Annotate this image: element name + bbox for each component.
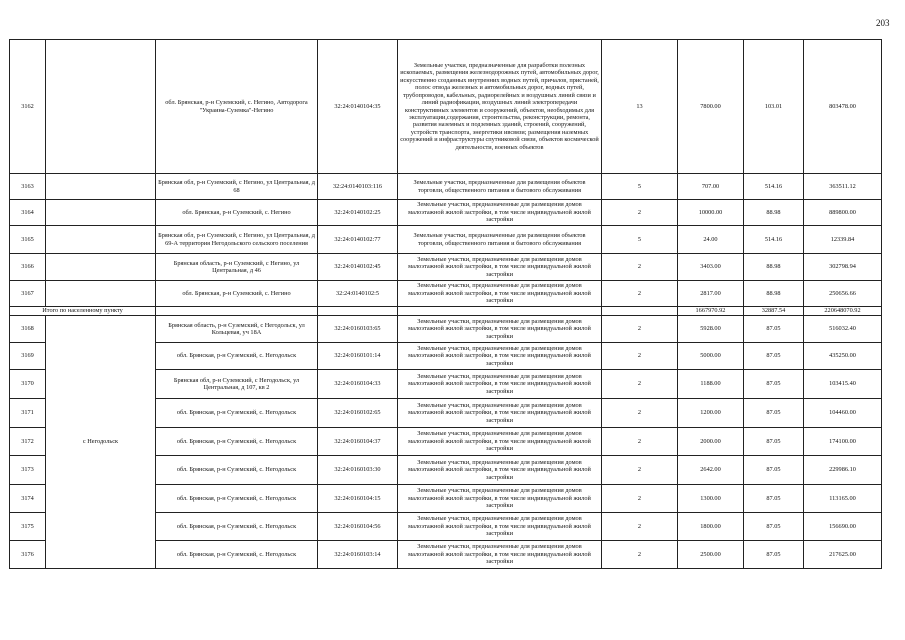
rate-cell: 514.16 [744,174,804,200]
area-cell: 5928.00 [678,316,744,343]
area-cell: 2642.00 [678,456,744,485]
table-row [10,226,882,254]
cadastral-value-table [9,39,882,569]
rate-cell: 87.05 [744,456,804,485]
address-cell: Брянская обл, р-н Суземский, с Негодольск, ул Центральная, д 107, кв 2 [156,370,318,399]
subtotal-row [10,307,882,316]
land-use-cell: Земельные участки, предназначенные для размещения домов малоэтажной жилой застройки, в том числе индивидуальной жилой застройки [398,370,602,399]
section-cell [46,200,156,226]
table-row [10,40,882,174]
cadastral-number-cell: 32:24:0140103:116 [318,174,398,200]
cadastral-value-cell: 174100.00 [804,428,882,456]
land-use-cell: Земельные участки, предназначенные для размещения домов малоэтажной жилой застройки, в том числе индивидуальной жилой застройки [398,428,602,456]
cadastral-number-cell: 32:24:0160103:14 [318,541,398,569]
group-cell: 13 [602,40,678,174]
area-cell: 2000.00 [678,428,744,456]
cadastral-number-cell: 32:24:0140102:5 [318,281,398,307]
cadastral-value-cell: 516032.40 [804,316,882,343]
table-row [10,174,882,200]
section-cell [46,226,156,254]
group-cell: 2 [602,541,678,569]
row-number: 3163 [10,174,46,200]
row-number: 3173 [10,456,46,485]
cadastral-value-cell: 435250.00 [804,343,882,370]
land-use-cell: Земельные участки, предназначенные для размещения домов малоэтажной жилой застройки, в том числе индивидуальной жилой застройки [398,485,602,513]
land-use-cell: Земельные участки, предназначенные для размещения домов малоэтажной жилой застройки, в том числе индивидуальной жилой застройки [398,200,602,226]
group-cell: 2 [602,316,678,343]
area-cell: 1188.00 [678,370,744,399]
group-cell: 2 [602,343,678,370]
land-use-cell: Земельные участки, предназначенные для размещения домов малоэтажной жилой застройки, в том числе индивидуальной жилой застройки [398,316,602,343]
cadastral-value-cell: 889800.00 [804,200,882,226]
group-cell: 5 [602,174,678,200]
rate-cell: 87.05 [744,343,804,370]
area-cell: 24.00 [678,226,744,254]
cadastral-number-cell: 32:24:0160104:56 [318,513,398,541]
address-cell: обл. Брянская, р-н Суземский, с. Негодольск [156,428,318,456]
land-use-cell: Земельные участки, предназначенные для размещения домов малоэтажной жилой застройки, в том числе индивидуальной жилой застройки [398,541,602,569]
section-cell [46,254,156,281]
cadastral-value-cell: 363511.12 [804,174,882,200]
cadastral-value-cell: 302798.94 [804,254,882,281]
row-number: 3169 [10,343,46,370]
subtotal-area: 1667970.92 [678,307,744,316]
row-number: 3174 [10,485,46,513]
land-use-cell: Земельные участки, предназначенные для размещения объектов торговли, общественного питания и бытового обслуживания [398,226,602,254]
area-cell: 3403.00 [678,254,744,281]
address-cell: Брянская обл, р-н Суземский, с Негино, ул Центральная, д 68 [156,174,318,200]
page-number: 203 [876,18,890,28]
land-use-cell: Земельные участки, предназначенные для размещения домов малоэтажной жилой застройки, в том числе индивидуальной жилой застройки [398,399,602,428]
section-cell [46,281,156,307]
cadastral-number-cell: 32:24:0160102:65 [318,399,398,428]
cadastral-number-cell: 32:24:0140102:45 [318,254,398,281]
subtotal-label: Итого по населенному пункту [10,307,156,316]
address-cell: Брянская обл, р-н Суземский, с Негино, ул Центральная, д 69-А территория Негодольского сельского поселения [156,226,318,254]
row-number: 3165 [10,226,46,254]
table-body [10,40,882,316]
cadastral-number-cell: 32:24:0160103:30 [318,456,398,485]
cadastral-number-cell: 32:24:0160104:37 [318,428,398,456]
address-cell: обл. Брянская, р-н Суземский, с. Негино, Автодорога "Украина-Суземка"-Негино [156,40,318,174]
address-cell: обл. Брянская, р-н Суземский, с. Негино [156,281,318,307]
row-number: 3168 [10,316,46,343]
area-cell: 707.00 [678,174,744,200]
rate-cell: 88.98 [744,200,804,226]
land-use-cell: Земельные участки, предназначенные для размещения домов малоэтажной жилой застройки, в том числе индивидуальной жилой застройки [398,281,602,307]
rate-cell: 87.05 [744,316,804,343]
row-number: 3176 [10,541,46,569]
address-cell: обл. Брянская, р-н Суземский, с. Негодольск [156,513,318,541]
area-cell: 7800.00 [678,40,744,174]
rate-cell: 88.98 [744,254,804,281]
rate-cell: 87.05 [744,541,804,569]
row-number: 3172 [10,428,46,456]
row-number: 3170 [10,370,46,399]
group-cell: 2 [602,370,678,399]
cadastral-number-cell: 32:24:0140104:35 [318,40,398,174]
cadastral-value-cell: 12339.84 [804,226,882,254]
cadastral-value-cell: 229986.10 [804,456,882,485]
rate-cell: 87.05 [744,399,804,428]
land-use-cell: Земельные участки, предназначенные для размещения домов малоэтажной жилой застройки, в том числе индивидуальной жилой застройки [398,456,602,485]
rate-cell: 88.98 [744,281,804,307]
area-cell: 5000.00 [678,343,744,370]
land-use-cell: Земельные участки, предназначенные для разработки полезных ископаемых, размещения железнодорожных путей, автомобильных дорог, искусственно созданных внутренних водных путей, причалов, пристаней, полос отвода железных и автомобильных дорог, водных путей, трубопроводов, кабельных, радиорелейных и воздушных линий связи и линий радиофикации, воздушных линий электропередачи конструктивных элементов и сооружений, объектов, необходимых для эксплуатации,содержания, строительства, реконструкции, ремонта, развития наземных и подземных зданий, строений, сооружений, устройств транспорта, энергетики ивсвязи; размещения наземных сооружений и инфраструктуры спутниковой связи, объектов космической деятельности, военных объектов [398,40,602,174]
cadastral-number-cell: 32:24:0160101:14 [318,343,398,370]
cadastral-number-cell: 32:24:0140102:25 [318,200,398,226]
cadastral-number-cell: 32:24:0160104:33 [318,370,398,399]
rate-cell: 87.05 [744,513,804,541]
group-cell: 5 [602,226,678,254]
group-cell: 2 [602,485,678,513]
cadastral-value-cell: 113165.00 [804,485,882,513]
group-cell: 2 [602,456,678,485]
area-cell: 2817.00 [678,281,744,307]
rate-cell: 87.05 [744,370,804,399]
group-cell: 2 [602,281,678,307]
row-number: 3167 [10,281,46,307]
group-cell: 2 [602,200,678,226]
table-row [10,316,882,343]
cadastral-value-cell: 104460.00 [804,399,882,428]
area-cell: 1200.00 [678,399,744,428]
cadastral-number-cell: 32:24:0160104:15 [318,485,398,513]
address-cell: обл. Брянская, р-н Суземский, с. Негодольск [156,399,318,428]
settlement-label: с Негодольск [46,316,156,569]
area-cell: 1300.00 [678,485,744,513]
land-use-cell: Земельные участки, предназначенные для размещения домов малоэтажной жилой застройки, в том числе индивидуальной жилой застройки [398,343,602,370]
table-row [10,200,882,226]
address-cell: обл. Брянская, р-н Суземский, с. Негодольск [156,485,318,513]
subtotal-value: 220648070.92 [804,307,882,316]
address-cell: Брянская область, р-н Суземский, с Негодольск, ул Кольцевая, уч 18А [156,316,318,343]
land-use-cell: Земельные участки, предназначенные для размещения домов малоэтажной жилой застройки, в том числе индивидуальной жилой застройки [398,254,602,281]
area-cell: 10000.00 [678,200,744,226]
group-cell: 2 [602,254,678,281]
cadastral-value-cell: 156690.00 [804,513,882,541]
row-number: 3171 [10,399,46,428]
row-number: 3164 [10,200,46,226]
cadastral-value-cell: 250656.66 [804,281,882,307]
rate-cell: 103.01 [744,40,804,174]
land-use-cell: Земельные участки, предназначенные для размещения домов малоэтажной жилой застройки, в том числе индивидуальной жилой застройки [398,513,602,541]
cadastral-value-cell: 103415.40 [804,370,882,399]
row-number: 3166 [10,254,46,281]
row-number: 3162 [10,40,46,174]
subtotal-rate: 32887.54 [744,307,804,316]
land-use-cell: Земельные участки, предназначенные для размещения объектов торговли, общественного питания и бытового обслуживания [398,174,602,200]
address-cell: обл. Брянская, р-н Суземский, с. Негодольск [156,343,318,370]
rate-cell: 87.05 [744,428,804,456]
area-cell: 2500.00 [678,541,744,569]
cadastral-value-cell: 803478.00 [804,40,882,174]
address-cell: обл. Брянская, р-н Суземский, с. Негодольск [156,456,318,485]
rate-cell: 514.16 [744,226,804,254]
cadastral-number-cell: 32:24:0160103:65 [318,316,398,343]
rate-cell: 87.05 [744,485,804,513]
section-cell [46,40,156,174]
group-cell: 2 [602,428,678,456]
group-cell: 2 [602,513,678,541]
cadastral-number-cell: 32:24:0140102:77 [318,226,398,254]
table-body-negodolsk [10,316,882,569]
table-row [10,254,882,281]
cadastral-value-cell: 217625.00 [804,541,882,569]
address-cell: обл. Брянская, р-н Суземский, с. Негино [156,200,318,226]
address-cell: обл. Брянская, р-н Суземский, с. Негодольск [156,541,318,569]
address-cell: Брянская область, р-н Суземский, с Негино, ул Центральная, д 46 [156,254,318,281]
row-number: 3175 [10,513,46,541]
area-cell: 1800.00 [678,513,744,541]
group-cell: 2 [602,399,678,428]
table-row [10,281,882,307]
section-cell [46,174,156,200]
